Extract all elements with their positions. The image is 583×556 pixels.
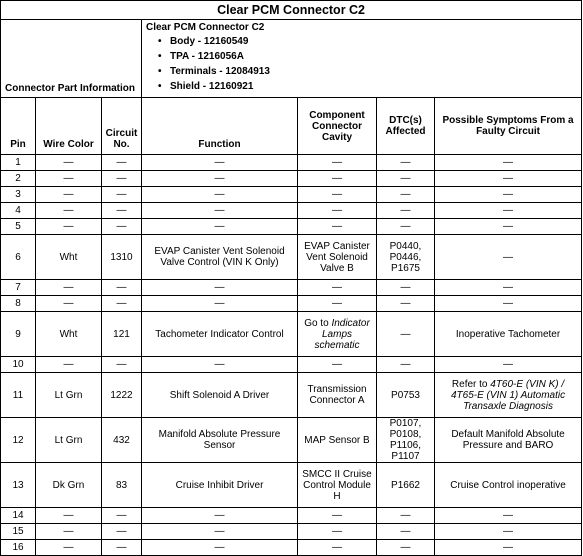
cell-symptoms: —: [435, 187, 582, 203]
cell-circuit: —: [102, 280, 142, 296]
cell-cavity: —: [298, 540, 377, 556]
cell-dtc: —: [377, 187, 435, 203]
cell-function: —: [142, 219, 298, 235]
cell-wire: —: [36, 155, 102, 171]
cell-pin: 2: [1, 171, 36, 187]
cell-circuit: 1222: [102, 373, 142, 418]
cell-circuit: —: [102, 219, 142, 235]
cell-dtc: P0753: [377, 373, 435, 418]
transaxle-diagnosis-reference: 4T60-E (VIN K) / 4T65-E (VIN 1) Automatic Transaxle Diagnosis: [450, 378, 566, 412]
cell-wire: —: [36, 540, 102, 556]
cell-pin: 3: [1, 187, 36, 203]
cell-function: —: [142, 203, 298, 219]
cell-dtc: —: [377, 540, 435, 556]
cell-function: —: [142, 540, 298, 556]
header-dtc: DTC(s) Affected: [377, 98, 435, 155]
cell-pin: 16: [1, 540, 36, 556]
cell-symptoms: —: [435, 280, 582, 296]
cell-cavity: —: [298, 357, 377, 373]
cell-pin: 12: [1, 418, 36, 463]
cell-wire: —: [36, 524, 102, 540]
part-shield: • Shield - 12160921: [160, 80, 577, 93]
cell-cavity: —: [298, 187, 377, 203]
cell-symptoms: —: [435, 203, 582, 219]
cell-dtc: —: [377, 171, 435, 187]
cell-wire: —: [36, 187, 102, 203]
cell-cavity: [298, 312, 377, 357]
cell-circuit: —: [102, 171, 142, 187]
cell-function: —: [142, 280, 298, 296]
cell-pin: 5: [1, 219, 36, 235]
cell-dtc: —: [377, 155, 435, 171]
cell-function: EVAP Canister Vent Solenoid Valve Control (VIN K Only): [142, 235, 298, 280]
cell-pin: 4: [1, 203, 36, 219]
cell-circuit: —: [102, 187, 142, 203]
cell-circuit: —: [102, 155, 142, 171]
part-terminals: • Terminals - 12084913: [160, 65, 577, 78]
cell-dtc: —: [377, 296, 435, 312]
cell-dtc: P1662: [377, 463, 435, 508]
cell-cavity: SMCC II Cruise Control Module H: [298, 463, 377, 508]
cell-symptoms: —: [435, 508, 582, 524]
table-row: [1, 280, 582, 296]
cell-wire: —: [36, 357, 102, 373]
cell-symptoms: —: [435, 171, 582, 187]
cell-function: —: [142, 357, 298, 373]
cell-pin: 7: [1, 280, 36, 296]
cell-function: Cruise Inhibit Driver: [142, 463, 298, 508]
symptoms-prefix: Refer to: [451, 378, 491, 390]
connector-parts-list: [146, 35, 577, 93]
cell-dtc: —: [377, 203, 435, 219]
table-row: [1, 296, 582, 312]
cell-circuit: 1310: [102, 235, 142, 280]
cell-cavity: EVAP Canister Vent Solenoid Valve B: [298, 235, 377, 280]
connector-info-details: [142, 20, 582, 98]
cavity-prefix: Go to: [304, 317, 332, 329]
cell-cavity: —: [298, 171, 377, 187]
cell-cavity: —: [298, 280, 377, 296]
cell-pin: 9: [1, 312, 36, 357]
cell-cavity: —: [298, 219, 377, 235]
cell-wire: Dk Grn: [36, 463, 102, 508]
table-row: [1, 463, 582, 508]
cell-symptoms: —: [435, 219, 582, 235]
table-row: [1, 171, 582, 187]
cell-function: —: [142, 508, 298, 524]
cell-pin: 14: [1, 508, 36, 524]
cell-circuit: —: [102, 540, 142, 556]
table-row: [1, 357, 582, 373]
header-cavity: Component Connector Cavity: [298, 98, 377, 155]
table-row: [1, 508, 582, 524]
connector-info-label: Connector Part Information: [1, 20, 142, 98]
header-pin: Pin: [1, 98, 36, 155]
cell-cavity: MAP Sensor B: [298, 418, 377, 463]
cell-function: —: [142, 171, 298, 187]
header-wire-color: Wire Color: [36, 98, 102, 155]
cell-dtc: —: [377, 219, 435, 235]
cell-dtc: —: [377, 312, 435, 357]
cell-function: Tachometer Indicator Control: [142, 312, 298, 357]
cell-symptoms: Default Manifold Absolute Pressure and BARO: [435, 418, 582, 463]
cell-function: Shift Solenoid A Driver: [142, 373, 298, 418]
cell-dtc: —: [377, 280, 435, 296]
cell-wire: —: [36, 219, 102, 235]
cell-cavity: —: [298, 296, 377, 312]
cell-pin: 10: [1, 357, 36, 373]
table-row: [1, 524, 582, 540]
cell-symptoms: —: [435, 296, 582, 312]
cell-function: —: [142, 155, 298, 171]
cell-circuit: —: [102, 203, 142, 219]
cell-wire: —: [36, 203, 102, 219]
cell-cavity: —: [298, 155, 377, 171]
cell-circuit: 83: [102, 463, 142, 508]
table-row: [1, 219, 582, 235]
cell-function: —: [142, 187, 298, 203]
cell-function: Manifold Absolute Pressure Sensor: [142, 418, 298, 463]
cell-dtc: P0440, P0446, P1675: [377, 235, 435, 280]
cell-circuit: 121: [102, 312, 142, 357]
indicator-lamps-reference: Indicator Lamps schematic: [314, 317, 370, 351]
cell-wire: —: [36, 296, 102, 312]
cell-pin: 1: [1, 155, 36, 171]
cell-symptoms: —: [435, 235, 582, 280]
table-row: [1, 187, 582, 203]
cell-wire: Lt Grn: [36, 418, 102, 463]
cell-pin: 13: [1, 463, 36, 508]
cell-wire: Lt Grn: [36, 373, 102, 418]
header-symptoms: Possible Symptoms From a Faulty Circuit: [435, 98, 582, 155]
cell-circuit: —: [102, 357, 142, 373]
cell-cavity: Transmission Connector A: [298, 373, 377, 418]
header-function: Function: [142, 98, 298, 155]
table-row: [1, 540, 582, 556]
cell-symptoms: —: [435, 357, 582, 373]
document-title: Clear PCM Connector C2: [1, 1, 582, 20]
cell-pin: 15: [1, 524, 36, 540]
cell-wire: —: [36, 171, 102, 187]
cell-circuit: —: [102, 508, 142, 524]
cell-wire: Wht: [36, 312, 102, 357]
table-row: [1, 373, 582, 418]
cell-function: —: [142, 524, 298, 540]
cell-wire: —: [36, 280, 102, 296]
header-circuit-no: Circuit No.: [102, 98, 142, 155]
cell-symptoms: —: [435, 155, 582, 171]
cell-symptoms: —: [435, 540, 582, 556]
table-row: [1, 203, 582, 219]
cell-dtc: —: [377, 508, 435, 524]
cell-symptoms: —: [435, 524, 582, 540]
part-body: • Body - 12160549: [160, 35, 577, 48]
connector-info-heading: Clear PCM Connector C2: [146, 22, 265, 33]
cell-circuit: 432: [102, 418, 142, 463]
table-header-row: [1, 98, 582, 155]
table-row: [1, 418, 582, 463]
cell-circuit: —: [102, 524, 142, 540]
cell-wire: —: [36, 508, 102, 524]
table-row: [1, 155, 582, 171]
table-row: [1, 235, 582, 280]
cell-symptoms: Inoperative Tachometer: [435, 312, 582, 357]
cell-dtc: —: [377, 524, 435, 540]
cell-symptoms: [435, 373, 582, 418]
cell-cavity: —: [298, 524, 377, 540]
cell-wire: Wht: [36, 235, 102, 280]
cell-symptoms: Cruise Control inoperative: [435, 463, 582, 508]
cell-circuit: —: [102, 296, 142, 312]
cell-cavity: —: [298, 508, 377, 524]
part-tpa: • TPA - 1216056A: [160, 50, 577, 63]
cell-dtc: —: [377, 357, 435, 373]
table-row: [1, 312, 582, 357]
cell-pin: 6: [1, 235, 36, 280]
cell-pin: 11: [1, 373, 36, 418]
cell-function: —: [142, 296, 298, 312]
cell-pin: 8: [1, 296, 36, 312]
cell-cavity: —: [298, 203, 377, 219]
cell-dtc: P0107, P0108, P1106, P1107: [377, 418, 435, 463]
